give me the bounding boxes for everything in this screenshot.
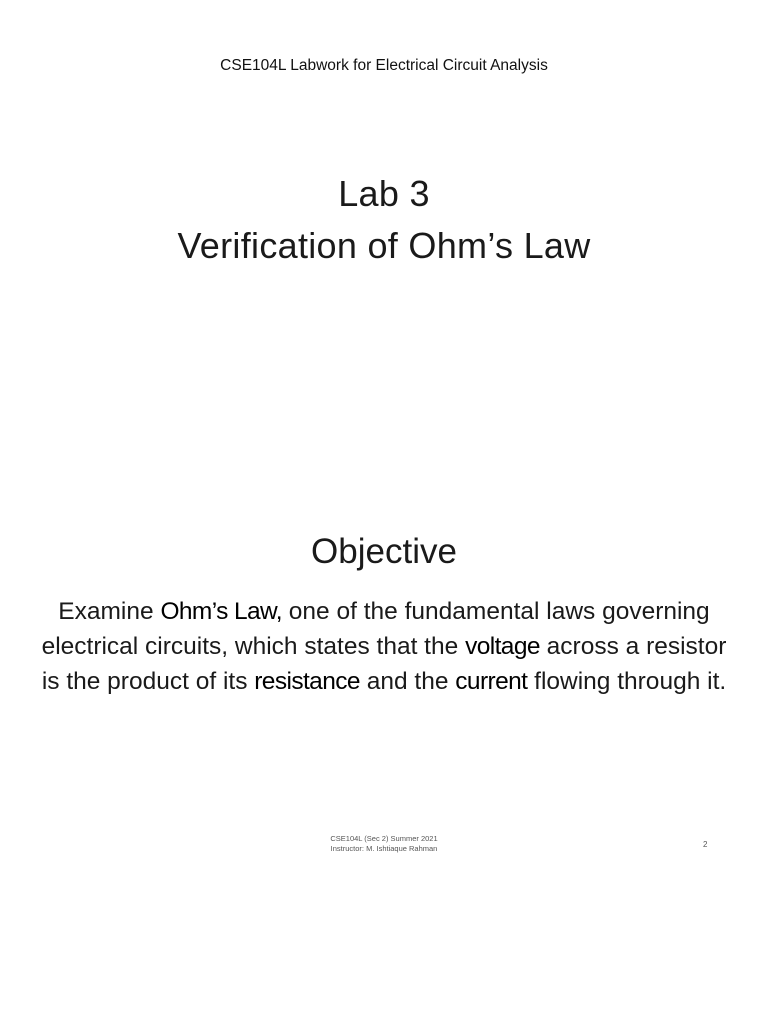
objective-text: and the <box>359 668 456 695</box>
page-number: 2 <box>703 840 708 849</box>
keyword-resistance: resistance <box>254 668 360 695</box>
keyword-current: current <box>455 668 528 695</box>
slide-footer <box>0 834 768 854</box>
keyword-voltage: voltage <box>465 633 540 660</box>
objective-heading: Objective <box>311 532 457 571</box>
lab-name: Verification of Ohm’s Law <box>177 225 591 266</box>
objective-text: one of the fundamental laws governing electrical circuits, which states that the <box>41 598 710 660</box>
lab-title <box>0 168 768 272</box>
footer-instructor: Instructor: M. Ishtiaque Rahman <box>330 844 438 853</box>
objective-text: Examine <box>58 598 161 625</box>
objective-text: across a resistor is the product of its <box>41 633 727 695</box>
footer-course: CSE104L (Sec 2) Summer 2021 <box>330 834 438 843</box>
objective-paragraph <box>40 594 728 699</box>
document-header: CSE104L Labwork for Electrical Circuit Analysis <box>220 57 548 74</box>
lab-number: Lab 3 <box>338 173 430 214</box>
objective-text: flowing through it. <box>527 668 727 695</box>
keyword-ohms-law: Ohm’s Law, <box>160 598 282 625</box>
